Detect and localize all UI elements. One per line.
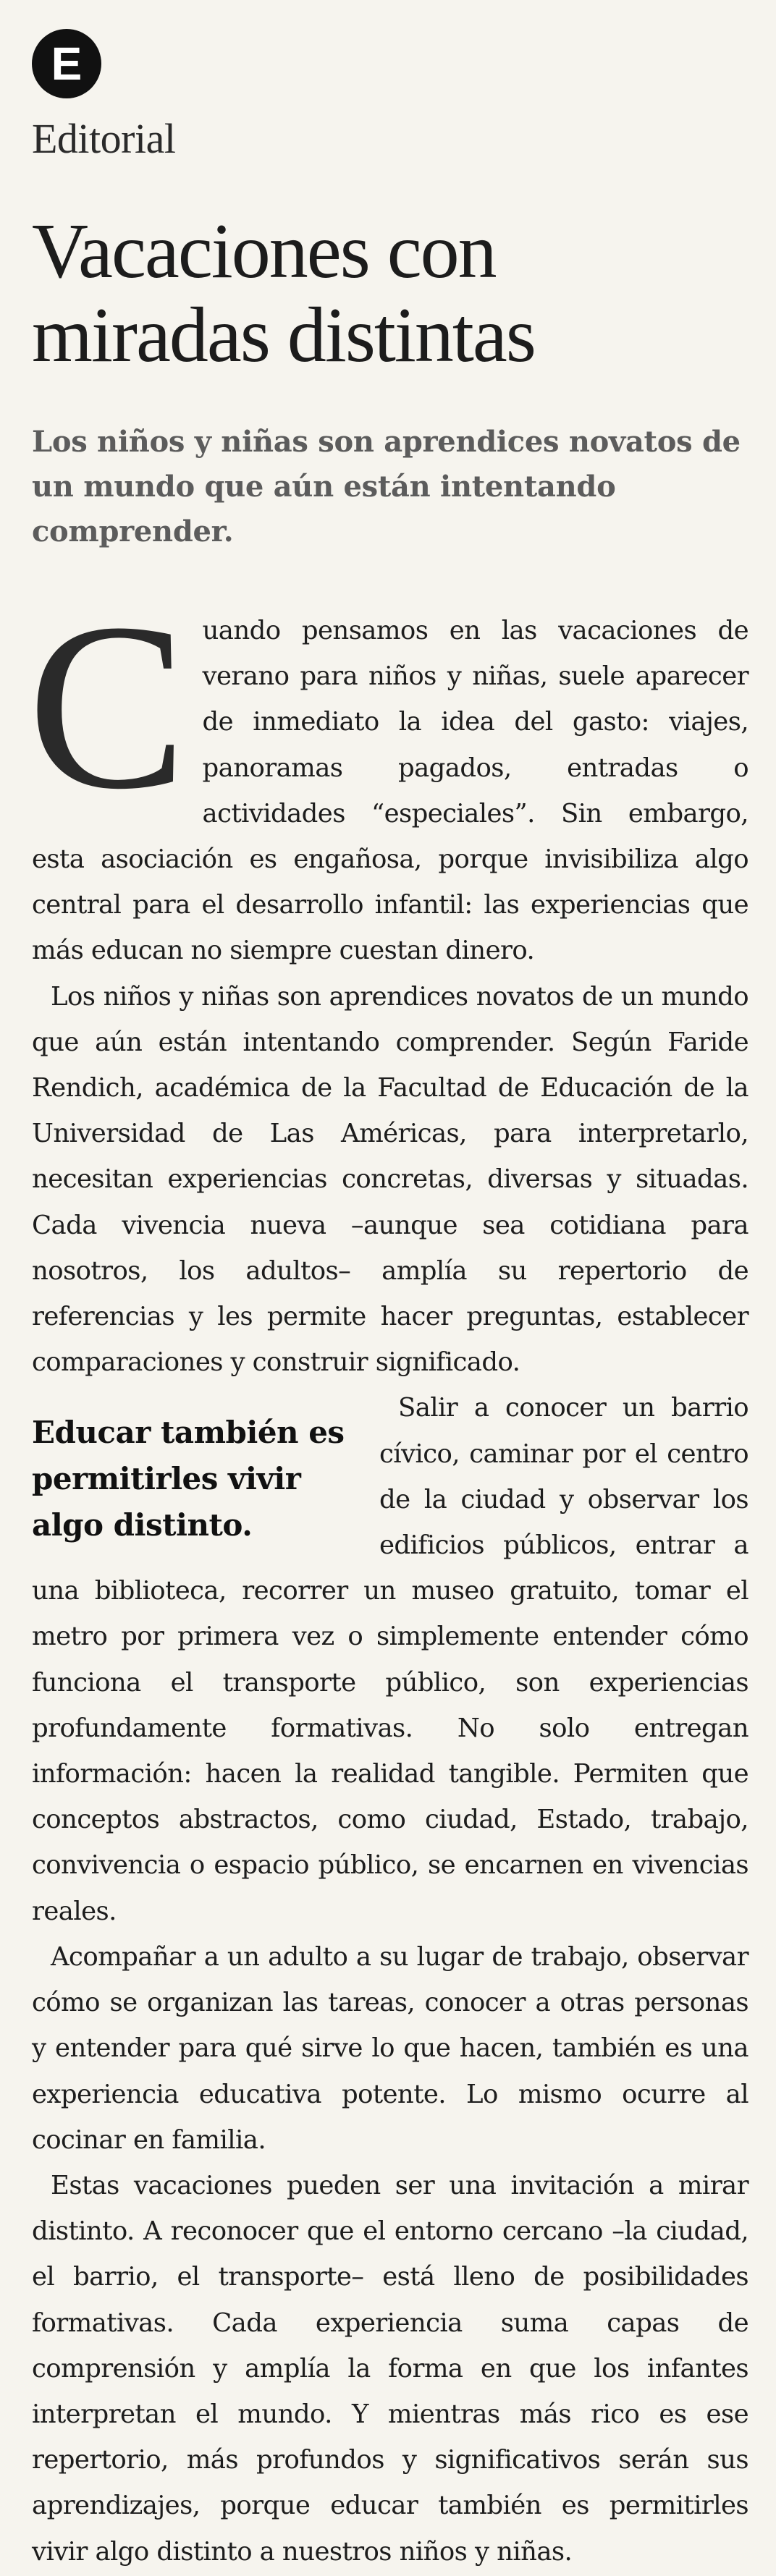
drop-cap: C (28, 575, 187, 839)
headline: Vacaciones con miradas distintas (32, 208, 535, 378)
paragraph-1-text: uando pensamos en las vacaciones de verano para niños y niñas, suele aparecer de inmediato la idea del gasto: viajes, panoramas pagados, entradas o actividades “especiales”. Sin embargo, esta asociación es engañosa, porque invisibiliza algo central para el desarrollo infantil: las experiencias que más educan no siempre cuestan dinero. (32, 616, 748, 966)
article-body (28, 575, 748, 2575)
section-badge: E (32, 29, 101, 98)
section-header (32, 29, 176, 162)
paragraph-1 (28, 575, 748, 974)
paragraph-3: Salir a conocer un barrio cívico, caminar por el centro de la ciudad y observar los edificios públicos, entrar a una biblioteca, recorrer un museo gratuito, tomar el metro por primera vez o simplemente entender cómo funciona el transporte público, son experiencias profundamente formativas. No solo entregan información: hacen la realidad tangible. Permiten que conceptos abstractos, como ciudad, Estado, trabajo, convivencia o espacio público, se encarnen en vivencias reales. (32, 1393, 748, 1926)
standfirst: Los niños y niñas son aprendices novatos de un mundo que aún están intentando comprender. (32, 425, 741, 548)
section-label: Editorial (32, 115, 176, 162)
paragraph-2: Los niños y niñas son aprendices novatos de un mundo que aún están intentando comprender. Según Faride Rendich, académica de la Facultad de Educación de la Universidad de Las Américas, para interpretarlo, necesitan experiencias concretas, diversas y situadas. Cada vivencia nueva –aunque sea cotidiana para nosotros, los adultos– amplía su repertorio de referencias y les permite hacer preguntas, establecer comparaciones y construir significado. (32, 981, 748, 1378)
paragraph-4: Acompañar a un adulto a su lugar de trabajo, observar cómo se organizan las tareas, conocer a otras personas y entender para qué sirve lo que hacen, también es una experiencia educativa potente. Lo mismo ocurre al cocinar en familia. (32, 1941, 748, 2155)
paragraph-5: Estas vacaciones pueden ser una invitación a mirar distinto. A reconocer que el entorno cercano –la ciudad, el barrio, el transporte– está lleno de posibilidades formativas. Cada experiencia suma capas de comprensión y amplía la forma en que los infantes interpretan el mundo. Y mientras más rico es ese repertorio, más profundos y significativos serán sus aprendizajes, porque educar también es permitirles vivir algo distinto a nuestros niños y niñas. (32, 2170, 748, 2567)
pull-quote: Educar también es permitirles vivir algo distinto. (32, 1415, 345, 1543)
